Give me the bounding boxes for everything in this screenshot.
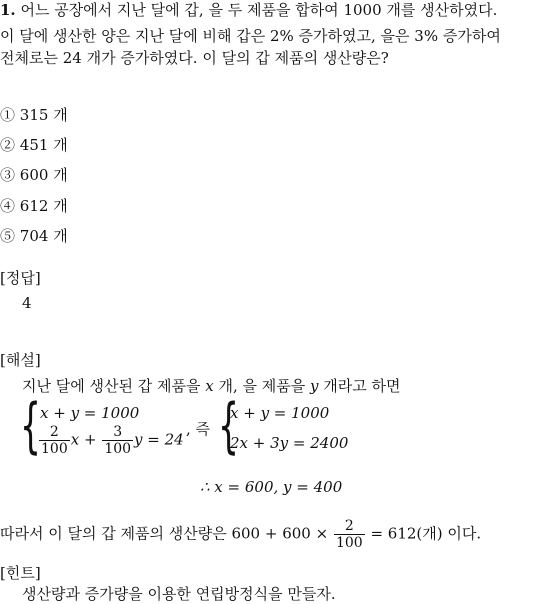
choice-text: 451 개 bbox=[19, 136, 68, 154]
hint-text: 생산량과 증가량을 이용한 연립방정식을 만들자. bbox=[22, 585, 336, 603]
choice-mark: ② bbox=[0, 136, 16, 154]
system-eq-1: x + y = 1000 bbox=[40, 404, 140, 422]
choice-mark: ① bbox=[0, 106, 16, 124]
system-eq-4: 2x + 3y = 2400 bbox=[230, 434, 349, 452]
answer-label: [정답] bbox=[0, 269, 41, 287]
choice-text: 612 개 bbox=[19, 197, 68, 215]
choice-1[interactable] bbox=[0, 105, 68, 125]
choice-3[interactable] bbox=[0, 165, 68, 185]
system-separator: , 즉 bbox=[186, 420, 211, 438]
problem-number: 1. bbox=[0, 1, 16, 19]
conclusion-line: 따라서 이 달의 갑 제품의 생산량은 600 + 600 × $\frac{2}{100}$ = 612(개) 이다. bbox=[0, 518, 482, 551]
fraction: $\frac{2}{100}$ bbox=[335, 518, 363, 551]
choice-text: 600 개 bbox=[19, 166, 68, 184]
problem-line-2: 이 달에 생산한 양은 지난 달에 비해 갑은 2% 증가하였고, 을은 3% 증가하여 bbox=[0, 27, 501, 45]
system-eq-3: x + y = 1000 bbox=[230, 404, 330, 422]
solution-intro: 지난 달에 생산된 갑 제품을 x 개, 을 제품을 y 개라고 하면 bbox=[22, 377, 401, 395]
choice-mark: ③ bbox=[0, 166, 16, 184]
choice-mark: ⑤ bbox=[0, 227, 16, 245]
choice-text: 315 개 bbox=[19, 106, 68, 124]
choice-4[interactable] bbox=[0, 196, 68, 216]
therefore-line: ∴ x = 600, y = 400 bbox=[200, 478, 343, 496]
choice-text: 704 개 bbox=[19, 227, 68, 245]
hint-label: [힌트] bbox=[0, 564, 41, 582]
fraction: $\frac{3}{100}$ bbox=[104, 424, 132, 457]
solution-label: [해설] bbox=[0, 351, 41, 369]
fraction: $\frac{2}{100}$ bbox=[41, 424, 68, 457]
problem-line-3: 전체로는 24 개가 증가하였다. 이 달의 갑 제품의 생산량은? bbox=[0, 49, 389, 67]
system-eq-2: $\frac{2}{100}$ x + $\frac{3}{100}$ y = 24 bbox=[41, 424, 184, 457]
problem-text-1: 어느 공장에서 지난 달에 갑, 을 두 제품을 합하여 1000 개를 생산하였다. bbox=[20, 1, 498, 19]
answer-value: 4 bbox=[22, 294, 32, 312]
left-brace: { bbox=[20, 391, 42, 461]
choice-2[interactable] bbox=[0, 135, 68, 155]
right-brace: { bbox=[218, 391, 240, 461]
choice-5[interactable] bbox=[0, 226, 68, 246]
problem-line-1 bbox=[0, 0, 497, 20]
choice-mark: ④ bbox=[0, 197, 16, 215]
